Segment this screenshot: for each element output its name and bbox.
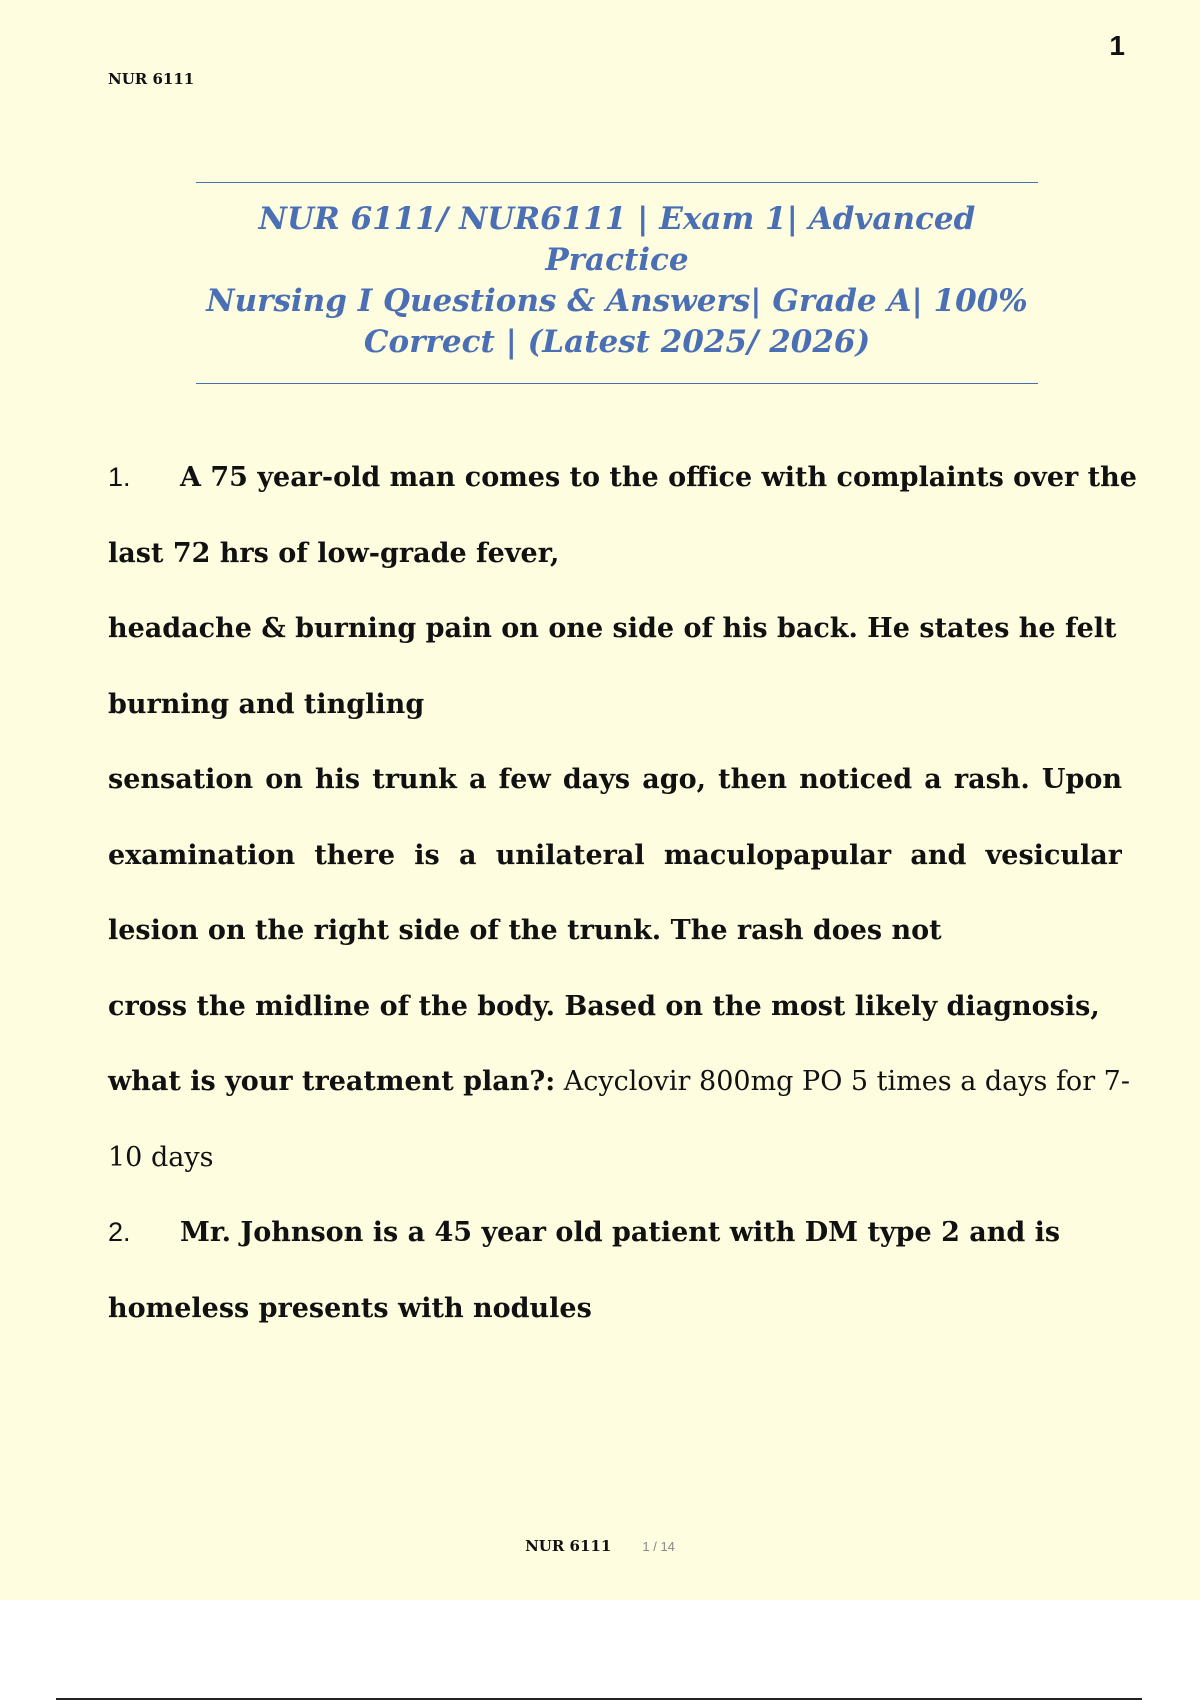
footer-label: NUR 6111 — [525, 1537, 612, 1555]
running-header: NUR 6111 — [108, 70, 195, 88]
question-1-line-7: lesion on the right side of the trunk. The rash does not — [108, 915, 942, 946]
question-1-line-6: examination there is a unilateral maculopapular and vesicular — [108, 839, 1122, 871]
question-2-number: 2. — [108, 1217, 131, 1247]
document-title-block — [196, 182, 1038, 384]
question-1-line-9: what is your treatment plan?: Acyclovir 800mg PO 5 times a days for 7- — [108, 1066, 1130, 1097]
question-1-line-1: 1. A 75 year-old man comes to the office with complaints over the — [108, 440, 1122, 516]
question-2-line-1: 2. Mr. Johnson is a 45 year old patient with DM type 2 and is — [108, 1195, 1122, 1271]
title-line-3: Correct | (Latest 2025/ 2026) — [363, 324, 871, 360]
page-number: 1 — [1109, 30, 1125, 61]
footer-page-indicator: 1 / 14 — [642, 1539, 675, 1554]
question-2-line-2: homeless presents with nodules — [108, 1292, 592, 1324]
page-footer — [0, 1536, 1200, 1555]
question-1-line-4: burning and tingling — [108, 688, 425, 720]
document-title — [196, 199, 1038, 363]
question-1-line-5: sensation on his trunk a few days ago, then noticed a rash. Upon — [108, 764, 1122, 795]
question-1-line-2: last 72 hrs of low-grade fever, — [108, 537, 560, 569]
title-line-2: Nursing I Questions & Answers| Grade A| 100% — [206, 283, 1028, 319]
questions-content — [108, 440, 1137, 1346]
question-1-line-8: cross the midline of the body. Based on the most likely diagnosis, — [108, 990, 1100, 1022]
question-1-number: 1. — [108, 462, 131, 492]
question-1-line-3: headache & burning pain on one side of his back. He states he felt — [108, 613, 1117, 644]
question-1-answer: Acyclovir 800mg PO 5 times a days for 7- — [555, 1066, 1130, 1097]
title-line-1: NUR 6111/ NUR6111 | Exam 1| Advanced Practice — [258, 201, 976, 278]
question-1-answer-continued: 10 days — [108, 1141, 214, 1173]
